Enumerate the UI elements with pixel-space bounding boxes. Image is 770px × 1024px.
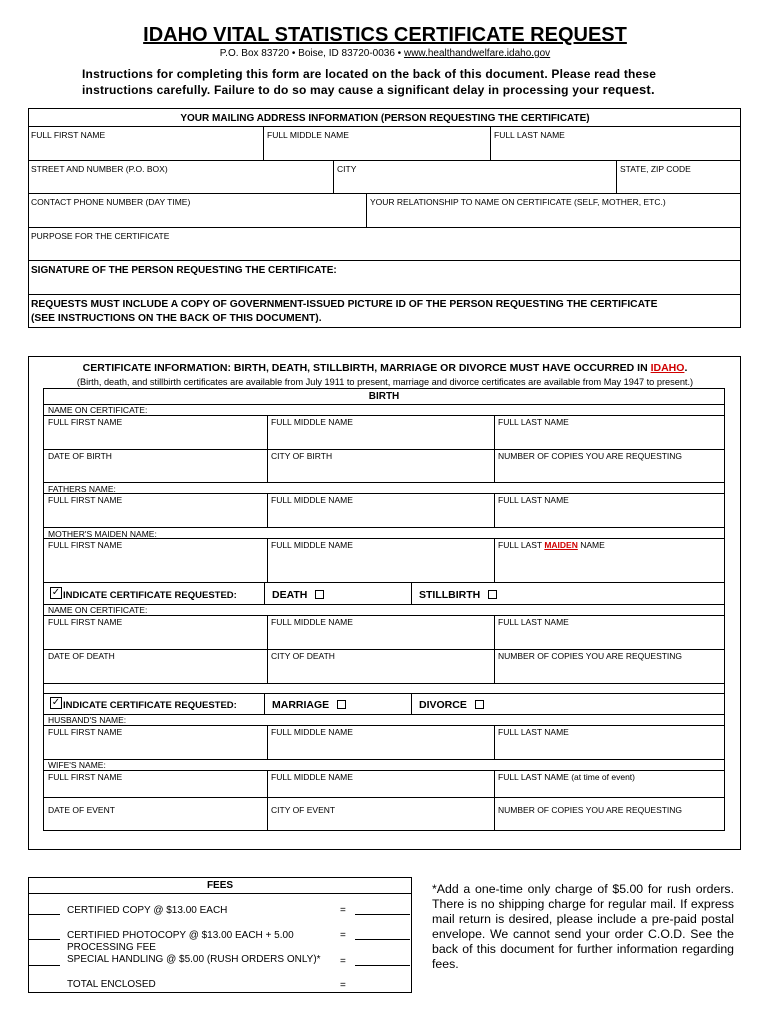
equals-sign: =: [340, 980, 346, 991]
mailing-heading: YOUR MAILING ADDRESS INFORMATION (PERSON REQUESTING THE CERTIFICATE): [180, 113, 590, 124]
city-field[interactable]: CITY: [337, 164, 357, 174]
requests-notice-line1: REQUESTS MUST INCLUDE A COPY OF GOVERNMENT-ISSUED PICTURE ID OF THE PERSON REQUESTING THE CERTIFICATE: [31, 299, 658, 310]
name-on-certificate-label: NAME ON CERTIFICATE:: [48, 405, 148, 415]
certified-copy-amount-field[interactable]: [355, 914, 410, 915]
address-text: P.O. Box 83720 • Boise, ID 83720-0036 •: [219, 48, 404, 59]
photocopy-amount-field[interactable]: [355, 939, 410, 940]
marriage-option[interactable]: MARRIAGE: [272, 699, 346, 711]
processing-fee-label: PROCESSING FEE: [67, 942, 156, 953]
mail-last-name-field[interactable]: FULL LAST NAME: [494, 130, 565, 140]
city-of-death-field[interactable]: CITY OF DEATH: [271, 651, 335, 661]
mail-first-name-field[interactable]: FULL FIRST NAME: [31, 130, 106, 140]
maiden-highlight: MAIDEN: [544, 540, 578, 550]
father-last-name-field[interactable]: FULL LAST NAME: [498, 495, 569, 505]
special-handling-label: SPECIAL HANDLING @ $5.00 (RUSH ORDERS ONLY)*: [67, 954, 321, 965]
indicate-marriage-label: INDICATE CERTIFICATE REQUESTED:: [63, 700, 237, 711]
equals-sign: =: [340, 930, 346, 941]
wifes-name-label: WIFE'S NAME:: [48, 760, 106, 770]
birth-heading: BIRTH: [368, 391, 400, 402]
mothers-maiden-name-label: MOTHER'S MAIDEN NAME:: [48, 529, 157, 539]
husbands-name-label: HUSBAND'S NAME:: [48, 715, 127, 725]
birth-copies-field[interactable]: NUMBER OF COPIES YOU ARE REQUESTING: [498, 451, 683, 461]
certified-copy-label: CERTIFIED COPY @ $13.00 EACH: [67, 905, 228, 916]
birth-last-name-field[interactable]: FULL LAST NAME: [498, 417, 569, 427]
mother-first-name-field[interactable]: FULL FIRST NAME: [48, 540, 123, 550]
photocopy-label: CERTIFIED PHOTOCOPY @ $13.00 EACH + 5.00: [67, 930, 294, 941]
date-of-event-field[interactable]: DATE OF EVENT: [48, 805, 115, 815]
signature-field[interactable]: SIGNATURE OF THE PERSON REQUESTING THE CERTIFICATE:: [31, 265, 337, 276]
indicate-death-label: INDICATE CERTIFICATE REQUESTED:: [63, 590, 237, 601]
stillbirth-checkbox[interactable]: [488, 590, 497, 599]
wife-first-name-field[interactable]: FULL FIRST NAME: [48, 772, 123, 782]
special-handling-amount-field[interactable]: [355, 965, 410, 966]
death-last-name-field[interactable]: FULL LAST NAME: [498, 617, 569, 627]
marriage-checkbox[interactable]: [337, 700, 346, 709]
idaho-highlight: IDAHO: [650, 362, 685, 374]
marriage-indicator-checkbox[interactable]: ✓: [51, 697, 61, 708]
mail-middle-name-field[interactable]: FULL MIDDLE NAME: [267, 130, 349, 140]
event-copies-field[interactable]: NUMBER OF COPIES YOU ARE REQUESTING: [498, 805, 683, 815]
husband-last-name-field[interactable]: FULL LAST NAME: [498, 727, 569, 737]
fees-note: *Add a one-time only charge of $5.00 for rush orders. There is no shipping charge for regular mail. If express mail return is desired, please include a pre-paid postal envelope. We cannot send your order C.O.D. See the back of this document for further information regarding fees.: [432, 882, 734, 971]
equals-sign: =: [340, 956, 346, 967]
divorce-option[interactable]: DIVORCE: [419, 699, 484, 711]
husband-first-name-field[interactable]: FULL FIRST NAME: [48, 727, 123, 737]
street-field[interactable]: STREET AND NUMBER (P.O. BOX): [31, 164, 168, 174]
divorce-checkbox[interactable]: [475, 700, 484, 709]
fathers-name-label: FATHERS NAME:: [48, 484, 116, 494]
date-of-birth-field[interactable]: DATE OF BIRTH: [48, 451, 112, 461]
instructions: [82, 66, 722, 98]
mother-middle-name-field[interactable]: FULL MIDDLE NAME: [271, 540, 353, 550]
instructions-line2: instructions carefully. Failure to do so may cause a significant delay in processing your request.: [82, 82, 655, 97]
death-name-on-certificate-label: NAME ON CERTIFICATE:: [48, 605, 148, 615]
total-enclosed-label: TOTAL ENCLOSED: [67, 979, 156, 990]
stillbirth-option[interactable]: STILLBIRTH: [419, 589, 497, 601]
death-checkbox[interactable]: [315, 590, 324, 599]
purpose-field[interactable]: PURPOSE FOR THE CERTIFICATE: [31, 231, 170, 241]
father-first-name-field[interactable]: FULL FIRST NAME: [48, 495, 123, 505]
website-link[interactable]: www.healthandwelfare.idaho.gov: [403, 48, 551, 59]
father-middle-name-field[interactable]: FULL MIDDLE NAME: [271, 495, 353, 505]
husband-middle-name-field[interactable]: FULL MIDDLE NAME: [271, 727, 353, 737]
city-of-birth-field[interactable]: CITY OF BIRTH: [271, 451, 333, 461]
death-copies-field[interactable]: NUMBER OF COPIES YOU ARE REQUESTING: [498, 651, 683, 661]
date-of-death-field[interactable]: DATE OF DEATH: [48, 651, 115, 661]
relationship-field[interactable]: YOUR RELATIONSHIP TO NAME ON CERTIFICATE (SELF, MOTHER, ETC.): [370, 197, 666, 207]
requests-notice-line2: (SEE INSTRUCTIONS ON THE BACK OF THIS DOCUMENT).: [31, 313, 322, 324]
certificate-heading: CERTIFICATE INFORMATION: BIRTH, DEATH, STILLBIRTH, MARRIAGE OR DIVORCE MUST HAVE OCCURRED IN IDAHO.: [82, 362, 688, 374]
state-zip-field[interactable]: STATE, ZIP CODE: [620, 164, 691, 174]
availability-note: (Birth, death, and stillbirth certificates are available from July 1911 to present, marriage and divorce certificates are available from May 1947 to present.): [76, 377, 694, 387]
death-middle-name-field[interactable]: FULL MIDDLE NAME: [271, 617, 353, 627]
city-of-event-field[interactable]: CITY OF EVENT: [271, 805, 336, 815]
fees-heading: FEES: [206, 880, 234, 891]
equals-sign: =: [340, 905, 346, 916]
instructions-line1: Instructions for completing this form are located on the back of this document. Please read these: [82, 67, 657, 81]
death-option[interactable]: DEATH: [272, 589, 324, 601]
page-title: IDAHO VITAL STATISTICS CERTIFICATE REQUEST: [143, 24, 627, 46]
death-indicator-checkbox[interactable]: ✓: [51, 587, 61, 598]
phone-field[interactable]: CONTACT PHONE NUMBER (DAY TIME): [31, 197, 191, 207]
death-first-name-field[interactable]: FULL FIRST NAME: [48, 617, 123, 627]
birth-middle-name-field[interactable]: FULL MIDDLE NAME: [271, 417, 353, 427]
wife-last-name-field[interactable]: FULL LAST NAME (at time of event): [498, 772, 635, 782]
birth-first-name-field[interactable]: FULL FIRST NAME: [48, 417, 123, 427]
mother-last-name-field[interactable]: FULL LAST MAIDEN NAME: [498, 540, 605, 550]
subtitle: [0, 48, 770, 59]
wife-middle-name-field[interactable]: FULL MIDDLE NAME: [271, 772, 353, 782]
mailing-section: [28, 108, 741, 328]
